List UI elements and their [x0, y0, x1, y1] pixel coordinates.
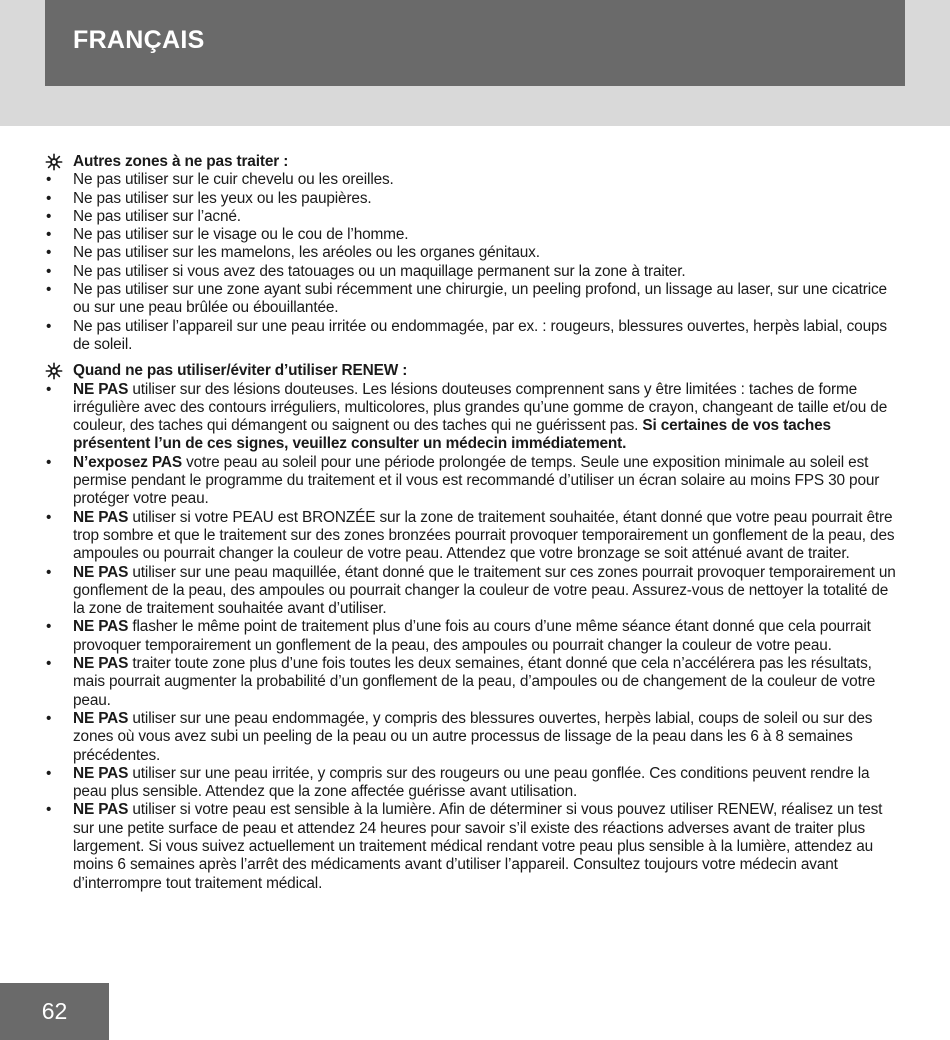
sun-icon — [45, 153, 63, 171]
list-item — [45, 208, 903, 226]
bullet-dot: • — [46, 244, 52, 262]
list-item — [45, 801, 903, 892]
section-heading — [45, 153, 903, 171]
item-emphasis: Si certaines de vos taches présentent l’un de ces signes, veuillez consulter un médecin immédiatement. — [73, 417, 831, 453]
list-item — [45, 454, 903, 509]
item-lead: NE PAS — [73, 563, 129, 581]
item-text: Ne pas utiliser sur les mamelons, les aréoles ou les organes génitaux. — [73, 244, 540, 262]
bullet-dot: • — [46, 801, 52, 819]
item-text: utiliser si votre PEAU est BRONZÉE sur la zone de traitement souhaitée, étant donné que votre peau pourrait être trop sombre et que le traitement sur des zones bronzées pourrait provoquer temporairement un gonflement de la peau, des ampoules ou pourrait changer la couleur de votre peau. Attendez que votre bronzage se soit atténué avant de traiter. — [73, 508, 895, 563]
list-item — [45, 171, 903, 189]
list-item — [45, 765, 903, 802]
item-text: utiliser sur une peau irritée, y compris sur des rougeurs ou une peau gonflée. Ces conditions peuvent rendre la peau plus sensible. Attendez que la zone affectée guérisse avant utilisation. — [73, 764, 870, 801]
item-text: Ne pas utiliser l’appareil sur une peau irritée ou endommagée, par ex. : rougeurs, blessures ouvertes, herpès labial, coups de soleil. — [73, 317, 887, 353]
content-area — [45, 153, 903, 893]
bullet-dot: • — [46, 262, 52, 280]
item-lead: NE PAS — [73, 655, 129, 673]
section-heading — [45, 362, 903, 380]
item-text: utiliser si votre peau est sensible à la lumière. Afin de déterminer si vous pouvez utiliser RENEW, réalisez un test sur une petite surface de peau et attendez 24 heures pour savoir s’il existe des réactions adverses avant de traiter plus largement. Si vous suivez actuellement un traitement médical rendant votre peau plus sensible à la lumière, attendez au moins 6 semaines après l’arrêt des médicaments avant d’utiliser l’appareil. Consultez toujours votre médecin avant d’interrompre tout traitement médical. — [73, 801, 883, 892]
bullet-dot: • — [46, 317, 52, 335]
list-item — [45, 263, 903, 281]
item-text: utiliser sur une peau maquillée, étant donné que le traitement sur ces zones pourrait provoquer temporairement un gonflement de la peau, des ampoules ou pourrait changer la couleur de votre peau. Assurez-vous de nettoyer la totalité de la zone de traitement souhaitée avant d’utiliser. — [73, 563, 896, 618]
section-other-zones — [45, 153, 903, 354]
list-item — [45, 190, 903, 208]
bullet-dot: • — [46, 764, 52, 782]
bullet-dot: • — [46, 171, 52, 189]
bullet-dot: • — [46, 655, 52, 673]
page-number: 62 — [0, 983, 109, 1040]
list-item — [45, 281, 903, 318]
bullet-dot: • — [46, 453, 52, 471]
bullet-dot: • — [46, 207, 52, 225]
list-item — [45, 618, 903, 655]
language-title: FRANÇAIS — [73, 26, 205, 54]
section-heading-text: Quand ne pas utiliser/éviter d’utiliser RENEW : — [73, 362, 408, 380]
item-text: Ne pas utiliser sur l’acné. — [73, 207, 241, 225]
section1-list — [45, 171, 903, 354]
bullet-dot: • — [46, 226, 52, 244]
item-text: votre peau au soleil pour une période prolongée de temps. Seule une exposition minimale au soleil est permise pendant le programme du traitement et il vous est recommandé d’utiliser un écran solaire au moins FPS 30 pour protéger votre peau. — [73, 453, 880, 508]
list-item — [45, 318, 903, 355]
list-item — [45, 244, 903, 262]
item-text: utiliser sur des lésions douteuses. Les lésions douteuses comprennent sans y être limitées : taches de forme irrégulière avec des contours irréguliers, multicolores, plus grandes qu’une gomme de crayon, changeant de taille et/ou de couleur, des taches qui démangent ou saignent ou des taches qui ne guérissent pas. — [73, 380, 888, 435]
item-lead: N’exposez PAS — [73, 453, 182, 471]
item-lead: NE PAS — [73, 508, 129, 526]
section2-list — [45, 381, 903, 893]
item-lead: NE PAS — [73, 618, 129, 636]
item-lead: NE PAS — [73, 801, 129, 819]
list-item — [45, 710, 903, 765]
bullet-dot: • — [46, 563, 52, 581]
list-item — [45, 655, 903, 710]
sun-icon — [45, 362, 63, 380]
item-text: traiter toute zone plus d’une fois toutes les deux semaines, étant donné que cela n’accélérera pas les résultats, mais pourrait augmenter la probabilité d’un gonflement de la peau, d’ampoules ou de changement de la couleur de votre peau. — [73, 655, 876, 709]
item-lead: NE PAS — [73, 764, 129, 782]
item-text: Ne pas utiliser sur le visage ou le cou de l’homme. — [73, 226, 409, 244]
item-text: Ne pas utiliser si vous avez des tatouages ou un maquillage permanent sur la zone à traiter. — [73, 262, 686, 280]
item-text: Ne pas utiliser sur le cuir chevelu ou les oreilles. — [73, 171, 394, 189]
bullet-dot: • — [46, 281, 52, 299]
item-text: Ne pas utiliser sur les yeux ou les paupières. — [73, 189, 372, 207]
item-lead: NE PAS — [73, 709, 129, 727]
section-heading-text: Autres zones à ne pas traiter : — [73, 153, 289, 170]
list-item — [45, 381, 903, 454]
item-text: flasher le même point de traitement plus d’une fois au cours d’une même séance étant donné que cela pourrait provoquer temporairement un gonflement de la peau, des ampoules ou pourrait changer la couleur de votre peau. — [73, 618, 871, 654]
bullet-dot: • — [46, 709, 52, 727]
item-text: Ne pas utiliser sur une zone ayant subi récemment une chirurgie, un peeling profond, un lissage au laser, sur une cicatrice ou sur une peau brûlée ou ébouillantée. — [73, 281, 887, 317]
bullet-dot: • — [46, 508, 52, 526]
list-item — [45, 509, 903, 564]
item-lead: NE PAS — [73, 380, 129, 398]
list-item — [45, 564, 903, 619]
bullet-dot: • — [46, 618, 52, 636]
list-item — [45, 226, 903, 244]
item-text: utiliser sur une peau endommagée, y compris des blessures ouvertes, herpès labial, coups de soleil ou sur des zones où vous avez subi un peeling de la peau ou un autre processus de lissage de la peau dans les 6 à 8 semaines précédentes. — [73, 709, 873, 764]
bullet-dot: • — [46, 380, 52, 398]
bullet-dot: • — [46, 189, 52, 207]
section-when-not-to-use — [45, 362, 903, 893]
language-header-bar — [45, 0, 905, 86]
